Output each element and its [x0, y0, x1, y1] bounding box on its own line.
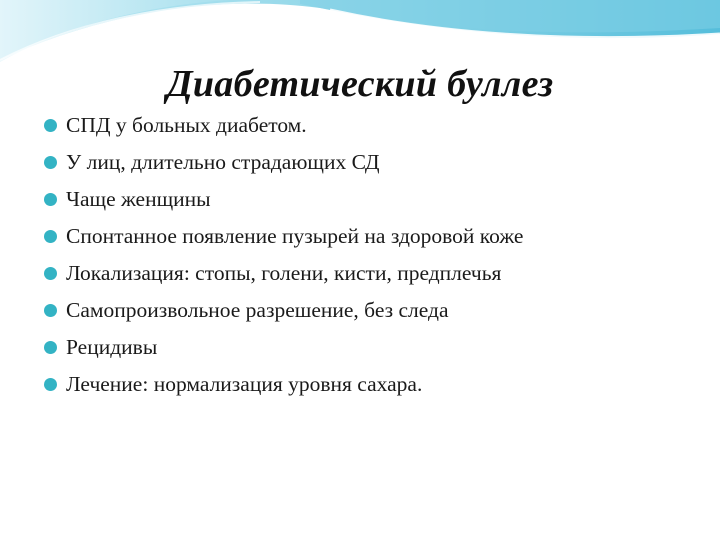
bullet-text: У лиц, длительно страдающих СД — [66, 150, 380, 174]
bullet-text: Чаще женщины — [66, 187, 211, 211]
list-item — [42, 184, 692, 221]
bullet-list — [42, 110, 692, 406]
bullet-text: Самопроизвольное разрешение, без следа — [66, 298, 449, 322]
list-item — [42, 332, 692, 369]
bullet-text: Локализация: стопы, голени, кисти, предплечья — [66, 261, 502, 285]
list-item — [42, 110, 692, 147]
list-item — [42, 295, 692, 332]
bullet-dot-icon — [44, 341, 57, 354]
list-item — [42, 221, 692, 258]
bullet-text: Спонтанное появление пузырей на здоровой коже — [66, 224, 524, 248]
bullet-dot-icon — [44, 304, 57, 317]
list-item — [42, 369, 692, 406]
bullet-dot-icon — [44, 119, 57, 132]
bullet-text: Лечение: нормализация уровня сахара. — [66, 372, 423, 396]
bullet-dot-icon — [44, 378, 57, 391]
bullet-text: СПД у больных диабетом. — [66, 113, 307, 137]
slide-title: Диабетический буллез — [166, 63, 554, 105]
bullet-dot-icon — [44, 156, 57, 169]
list-item — [42, 258, 692, 295]
bullet-dot-icon — [44, 267, 57, 280]
header-wave-decoration — [0, 0, 720, 70]
list-item — [42, 147, 692, 184]
bullet-dot-icon — [44, 193, 57, 206]
bullet-text: Рецидивы — [66, 335, 158, 359]
bullet-dot-icon — [44, 230, 57, 243]
